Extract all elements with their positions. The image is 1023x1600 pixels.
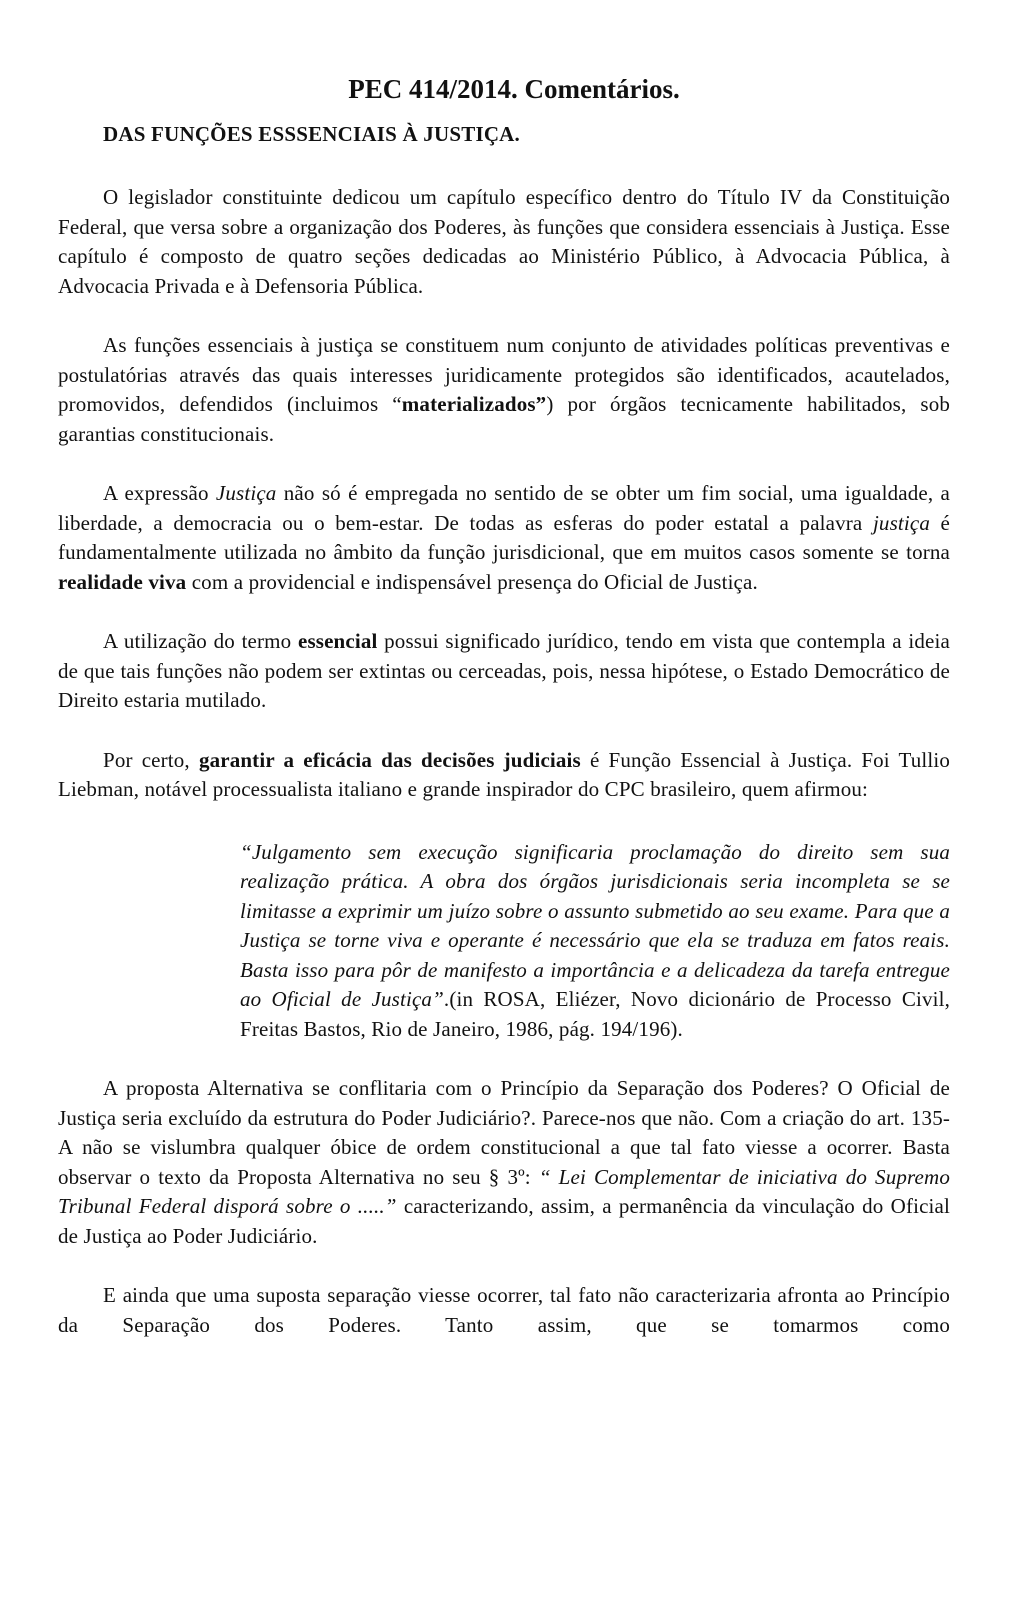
bold-text: essencial <box>297 629 378 653</box>
text-run: A proposta Alternativa se conflitaria com o Princípio da Separação dos Poderes? O Oficial de Justiça seria excluído da estrutura do Poder Judiciário?. Parece-nos que não. Com a criação do art. 135-A não se vislumbra qualquer óbice de ordem constitucional a que tal fato viesse a ocorrer. Basta observar o texto da Proposta Alternativa no seu § 3º: <box>58 1076 950 1189</box>
quote-citation: .(in ROSA, Eliézer, Novo dicionário de Processo Civil, Freitas Bastos, Rio de Janeiro, 1986, pág. 194/196). <box>240 987 950 1041</box>
block-quote <box>240 838 950 1045</box>
italic-text: Justiça <box>215 481 277 505</box>
text-run: é fundamentalmente utilizada no âmbito da função jurisdicional, que em muitos casos somente se torna <box>58 510 950 564</box>
text-run: Por certo, <box>103 747 199 772</box>
italic-text: “ Lei Complementar de iniciativa do Supremo Tribunal Federal disporá sobre o .....” <box>58 1164 950 1218</box>
text-run: não só é empregada no sentido de se obter um fim social, uma igualdade, a liberdade, a democracia ou o bem-estar. De todas as esferas do poder estatal a palavra <box>58 481 950 535</box>
paragraph-5 <box>58 746 950 805</box>
paragraph-6 <box>58 1074 950 1251</box>
paragraph-3 <box>58 479 950 597</box>
text-run: com a providencial e indispensável presença do Oficial de Justiça. <box>186 569 758 594</box>
quote-text: “Julgamento sem execução significaria proclamação do direito sem sua realização prática. A obra dos órgãos jurisdicionais seria incompleta se se limitasse a exprimir um juízo sobre o assunto submetido ao seu exame. Para que a Justiça se torne viva e operante é necessário que ela se traduza em fatos reais. Basta isso para pôr de manifesto a importância e a delicadeza da tarefa entregue ao Oficial de Justiça” <box>240 839 950 1011</box>
text-run: possui significado jurídico, tendo em vista que contempla a ideia de que tais funções não podem ser extintas ou cerceadas, pois, nessa hipótese, o Estado Democrático de Direito estaria mutilado. <box>58 629 950 712</box>
bold-text: garantir a eficácia das decisões judiciais <box>198 747 581 772</box>
section-heading: DAS FUNÇÕES ESSSENCIAIS À JUSTIÇA. <box>103 122 520 146</box>
document-title: PEC 414/2014. Comentários. <box>348 74 680 104</box>
text-run: caracterizando, assim, a permanência da vinculação do Oficial de Justiça ao Poder Judiciário. <box>58 1194 950 1248</box>
document-page <box>58 72 950 1340</box>
italic-text: justiça <box>872 510 930 535</box>
text-run: As funções essenciais à justiça se constituem num conjunto de atividades políticas preventivas e postulatórias através das quais interesses juridicamente protegidos são identificados, acautelados, promovidos, defendidos (incluimos “ <box>58 333 950 416</box>
text-run: é Função Essencial à Justiça. Foi Tullio Liebman, notável processualista italiano e grande inspirador do CPC brasileiro, quem afirmou: <box>58 747 950 801</box>
text-run: ) por órgãos tecnicamente habilitados, sob garantias constitucionais. <box>58 392 950 446</box>
text-run: A utilização do termo <box>103 629 298 653</box>
bold-text: realidade viva <box>58 569 187 594</box>
paragraph-7: E ainda que uma suposta separação viesse ocorrer, tal fato não caracterizaria afronta ao Princípio da Separação dos Poderes. Tanto assim, que se tomarmos como <box>58 1283 950 1337</box>
paragraph-2 <box>58 331 950 449</box>
bold-text: materializados” <box>401 392 547 416</box>
paragraph-1: O legislador constituinte dedicou um capítulo específico dentro do Título IV da Constituição Federal, que versa sobre a organização dos Poderes, às funções que considera essenciais à Justiça. Esse capítulo é composto de quatro seções dedicadas ao Ministério Público, à Advocacia Pública, à Advocacia Privada e à Defensoria Pública. <box>58 185 950 298</box>
paragraph-4 <box>58 627 950 716</box>
text-run: A expressão <box>103 481 216 505</box>
